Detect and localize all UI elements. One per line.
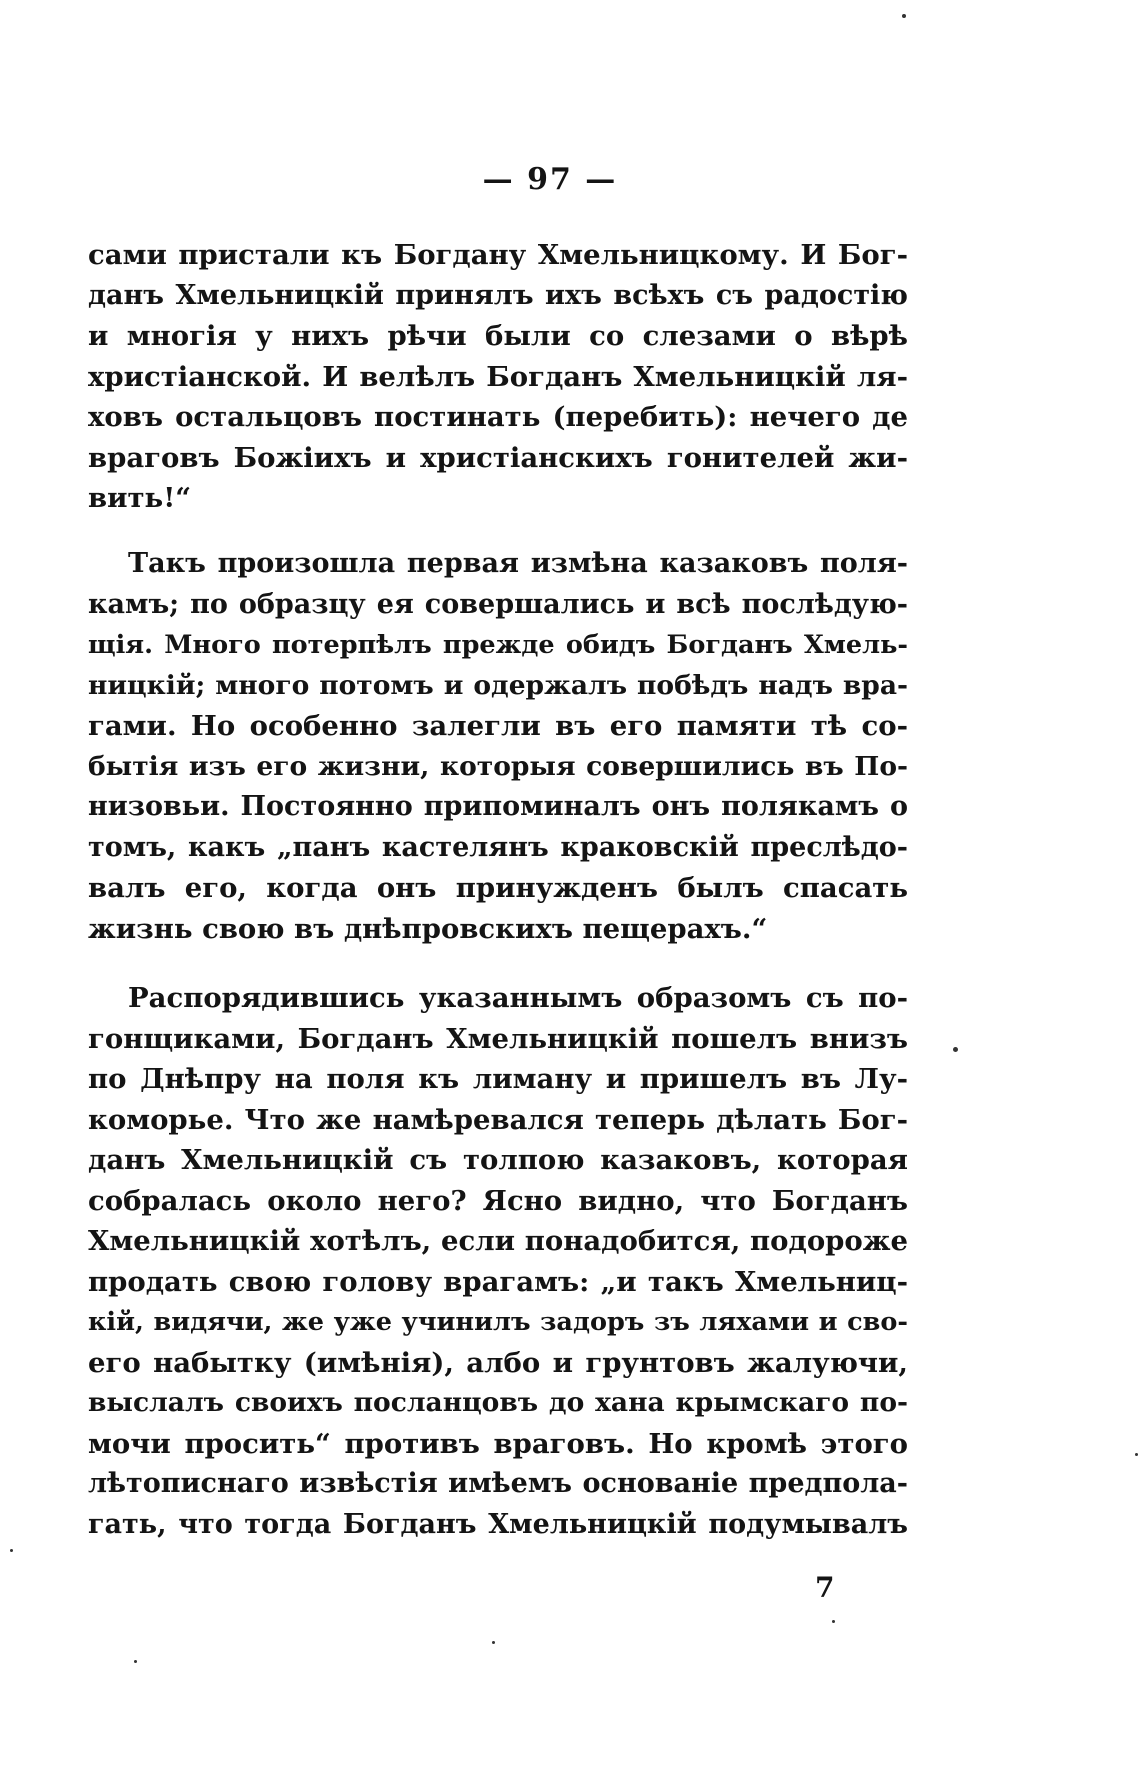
paragraph-3 <box>88 978 908 1545</box>
paragraph-2 <box>88 544 908 949</box>
text-line: Хмельницкій хотѣлъ, если понадобится, подороже <box>88 1225 908 1257</box>
text-line: Распорядившись указаннымъ образомъ съ по- <box>128 982 908 1014</box>
text-line: его набытку (имѣнія), албо и грунтовъ жалуючи, <box>88 1346 908 1379</box>
text-line: щія. Много потерпѣлъ прежде обидъ Богданъ Хмель- <box>88 630 908 660</box>
signature-mark: 7 <box>815 1571 835 1604</box>
text-line: гами. Но особенно залегли въ его памяти тѣ со- <box>88 710 908 742</box>
scan-speck <box>492 1641 495 1644</box>
text-line: камъ; по образцу ея совершались и всѣ послѣдую- <box>88 588 908 620</box>
text-line: низовьи. Постоянно припоминалъ онъ полякамъ о <box>88 791 908 822</box>
text-line: вить!“ <box>88 482 192 514</box>
text-line: данъ Хмельницкій принялъ ихъ всѣхъ съ радостію <box>88 279 908 311</box>
text-line: коморье. Что же намѣревался теперь дѣлать Бог- <box>88 1103 908 1136</box>
paragraph-1 <box>88 235 908 519</box>
text-line: по Днѣпру на поля къ лиману и пришелъ въ Лу- <box>88 1063 908 1095</box>
text-line: ховъ остальцовъ постинать (перебить): нечего де <box>88 401 908 433</box>
text-line: выслалъ своихъ посланцовъ до хана крымскаго по- <box>88 1387 908 1418</box>
text-line: данъ Хмельницкій съ толпою казаковъ, которая <box>88 1144 908 1176</box>
text-line: гонщиками, Богданъ Хмельницкій пошелъ внизъ <box>88 1022 908 1055</box>
text-line: собралась около него? Ясно видно, что Богданъ <box>88 1184 908 1217</box>
text-line: Такъ произошла первая измѣна казаковъ поля- <box>128 548 908 579</box>
scan-speck <box>953 1047 958 1052</box>
text-line: продать свою голову врагамъ: „и такъ Хмельниц- <box>88 1265 908 1298</box>
text-line: мочи просить“ противъ враговъ. Но кромѣ этого <box>88 1427 908 1460</box>
text-line: сами пристали къ Богдану Хмельницкому. И Бог- <box>88 239 908 271</box>
text-line: кій, видячи, же уже учинилъ задоръ зъ ляхами и сво- <box>88 1307 908 1337</box>
text-line: враговъ Божіихъ и христіанскихъ гонителей жи- <box>88 441 908 474</box>
text-line: валъ его, когда онъ принужденъ былъ спасать <box>88 872 908 904</box>
text-line: и многія у нихъ рѣчи были со слезами о вѣрѣ <box>88 320 908 352</box>
scan-speck <box>134 1660 137 1663</box>
page-number: — 97 — <box>482 162 618 197</box>
scan-speck <box>832 1620 835 1623</box>
text-line: бытія изъ его жизни, которыя совершились въ По- <box>88 750 908 782</box>
text-line: христіанской. И велѣлъ Богданъ Хмельницкій ля- <box>88 360 908 393</box>
text-line: лѣтописнаго извѣстія имѣемъ основаніе предпола- <box>88 1468 908 1499</box>
scan-speck <box>1135 1453 1138 1456</box>
text-line: жизнь свою въ днѣпровскихъ пещерахъ.“ <box>88 912 768 945</box>
scan-speck <box>902 14 906 18</box>
text-line: гать, что тогда Богданъ Хмельницкій подумывалъ <box>88 1508 908 1540</box>
text-line: томъ, какъ „панъ кастелянъ краковскій преслѣдо- <box>88 831 908 863</box>
scan-speck <box>10 1549 13 1552</box>
text-line: ницкій; много потомъ и одержалъ побѣдъ надъ вра- <box>88 669 908 701</box>
